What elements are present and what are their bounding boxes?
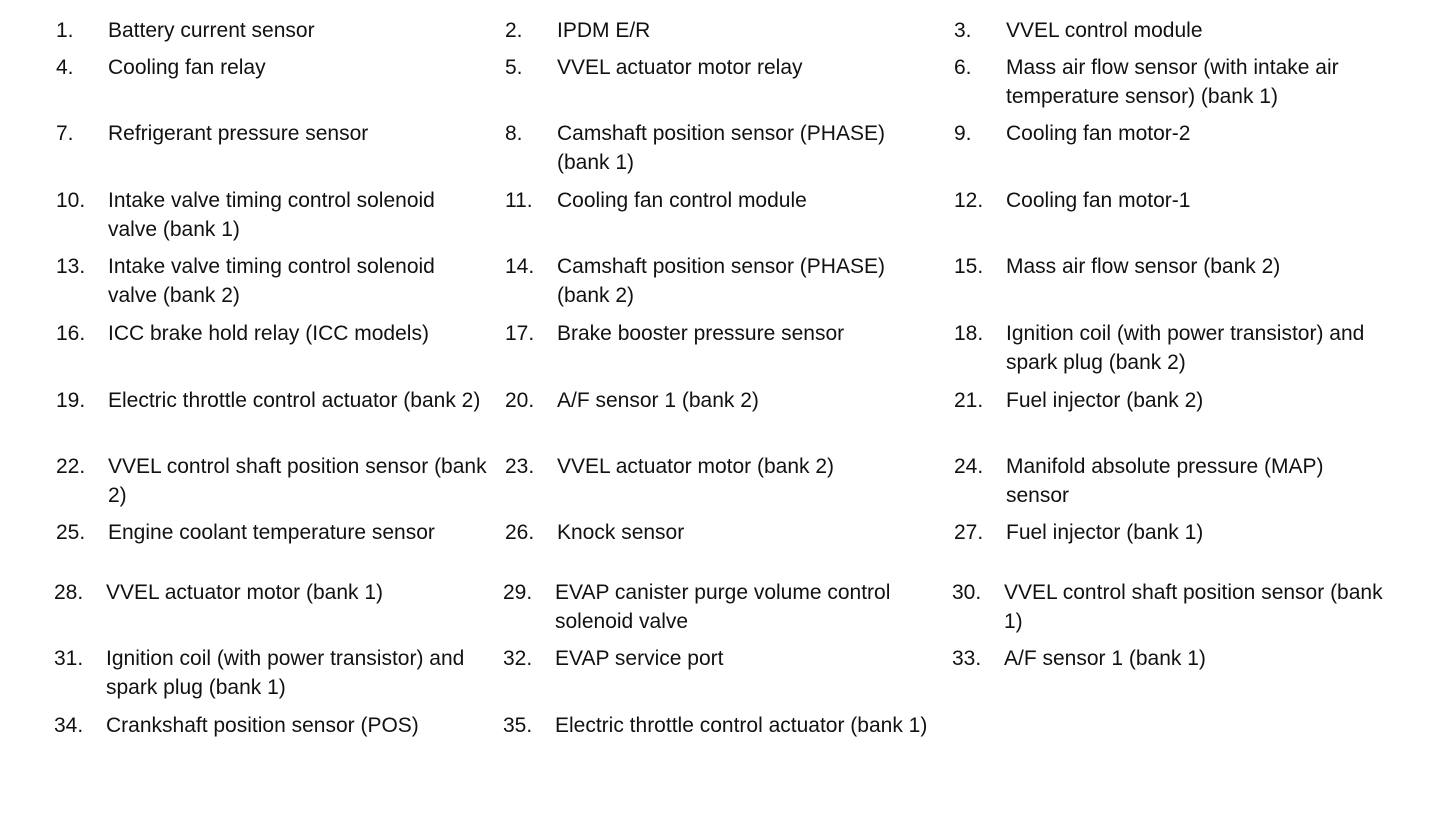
item-label: VVEL actuator motor (bank 1) (106, 581, 384, 604)
item-label: Refrigerant pressure sensor (108, 122, 369, 145)
legend-item (954, 119, 1386, 148)
item-number: 14. (505, 255, 535, 278)
item-label: Brake booster pressure sensor (557, 322, 845, 345)
legend-item (954, 16, 1386, 45)
item-label: Camshaft position sensor (PHASE) (bank 2) (557, 255, 885, 307)
item-number: 19. (56, 389, 86, 412)
item-number: 10. (56, 189, 86, 212)
legend-item (505, 518, 937, 547)
item-label: EVAP service port (555, 647, 724, 670)
legend-item (56, 386, 488, 415)
legend-item (56, 53, 488, 82)
legend-item (505, 119, 937, 177)
legend-item (952, 644, 1384, 673)
item-number: 30. (952, 581, 982, 604)
legend-item (56, 319, 488, 348)
legend-item (503, 644, 935, 673)
item-label: Ignition coil (with power transistor) and spark plug (bank 2) (1006, 322, 1365, 374)
item-number: 24. (954, 455, 984, 478)
item-number: 3. (954, 19, 972, 42)
legend-item (952, 578, 1384, 636)
legend-item (503, 578, 935, 636)
item-number: 32. (503, 647, 533, 670)
item-label: A/F sensor 1 (bank 1) (1004, 647, 1206, 670)
item-number: 21. (954, 389, 984, 412)
item-number: 29. (503, 581, 533, 604)
legend-item (505, 16, 937, 45)
item-label: Camshaft position sensor (PHASE) (bank 1) (557, 122, 885, 174)
item-number: 4. (56, 56, 74, 79)
item-label: IPDM E/R (557, 19, 651, 42)
legend-item (954, 252, 1386, 281)
item-number: 18. (954, 322, 984, 345)
item-number: 12. (954, 189, 984, 212)
item-number: 6. (954, 56, 972, 79)
legend-item (505, 452, 937, 481)
item-number: 28. (54, 581, 84, 604)
item-label: Cooling fan motor-1 (1006, 189, 1191, 212)
legend-item (56, 16, 488, 45)
item-label: Electric throttle control actuator (bank 2) (108, 389, 481, 412)
item-label: EVAP canister purge volume control solenoid valve (555, 581, 891, 633)
item-number: 31. (54, 647, 84, 670)
item-label: Intake valve timing control solenoid valve (bank 1) (108, 189, 435, 241)
legend-item (54, 578, 486, 607)
item-number: 13. (56, 255, 86, 278)
legend-item (505, 53, 937, 82)
legend-item (54, 644, 486, 702)
item-label: Crankshaft position sensor (POS) (106, 714, 419, 737)
item-number: 27. (954, 521, 984, 544)
item-number: 5. (505, 56, 523, 79)
item-number: 16. (56, 322, 86, 345)
item-number: 15. (954, 255, 984, 278)
legend-item (954, 452, 1386, 510)
item-label: Knock sensor (557, 521, 685, 544)
item-label: A/F sensor 1 (bank 2) (557, 389, 759, 412)
legend-item (954, 319, 1386, 377)
item-number: 22. (56, 455, 86, 478)
item-label: Cooling fan control module (557, 189, 807, 212)
item-label: VVEL control shaft position sensor (bank 1) (1004, 581, 1383, 633)
legend-item (56, 119, 488, 148)
item-label: VVEL control shaft position sensor (bank 2) (108, 455, 487, 507)
item-label: VVEL actuator motor (bank 2) (557, 455, 835, 478)
legend-item (56, 452, 488, 510)
item-number: 33. (952, 647, 982, 670)
legend-item (56, 252, 488, 310)
item-label: Cooling fan relay (108, 56, 266, 79)
item-label: Electric throttle control actuator (bank 1) (555, 714, 928, 737)
item-number: 20. (505, 389, 535, 412)
item-label: VVEL control module (1006, 19, 1203, 42)
legend-item (505, 252, 937, 310)
item-number: 25. (56, 521, 86, 544)
legend-item (54, 711, 486, 740)
item-number: 34. (54, 714, 84, 737)
item-number: 26. (505, 521, 535, 544)
item-number: 9. (954, 122, 972, 145)
item-label: Cooling fan motor-2 (1006, 122, 1191, 145)
legend-item (954, 386, 1386, 415)
item-number: 7. (56, 122, 74, 145)
item-number: 17. (505, 322, 535, 345)
item-number: 2. (505, 19, 523, 42)
item-number: 35. (503, 714, 533, 737)
item-label: Manifold absolute pressure (MAP) sensor (1006, 455, 1324, 507)
item-label: Mass air flow sensor (bank 2) (1006, 255, 1281, 278)
legend-item (505, 319, 937, 348)
legend-item (505, 386, 937, 415)
item-label: Mass air flow sensor (with intake air temperature sensor) (bank 1) (1006, 56, 1339, 108)
legend-item (954, 186, 1386, 215)
item-label: ICC brake hold relay (ICC models) (108, 322, 429, 345)
item-label: Fuel injector (bank 1) (1006, 521, 1204, 544)
item-label: Intake valve timing control solenoid valve (bank 2) (108, 255, 435, 307)
legend-item (56, 518, 488, 547)
item-label: VVEL actuator motor relay (557, 56, 803, 79)
item-label: Engine coolant temperature sensor (108, 521, 435, 544)
item-number: 23. (505, 455, 535, 478)
item-label: Fuel injector (bank 2) (1006, 389, 1204, 412)
item-number: 1. (56, 19, 74, 42)
legend-item (954, 53, 1386, 111)
item-label: Ignition coil (with power transistor) and spark plug (bank 1) (106, 647, 465, 699)
legend-item (56, 186, 488, 244)
item-number: 11. (505, 189, 533, 212)
item-label: Battery current sensor (108, 19, 315, 42)
legend-item (503, 711, 935, 740)
item-number: 8. (505, 122, 523, 145)
legend-item (505, 186, 937, 215)
legend-item (954, 518, 1386, 547)
